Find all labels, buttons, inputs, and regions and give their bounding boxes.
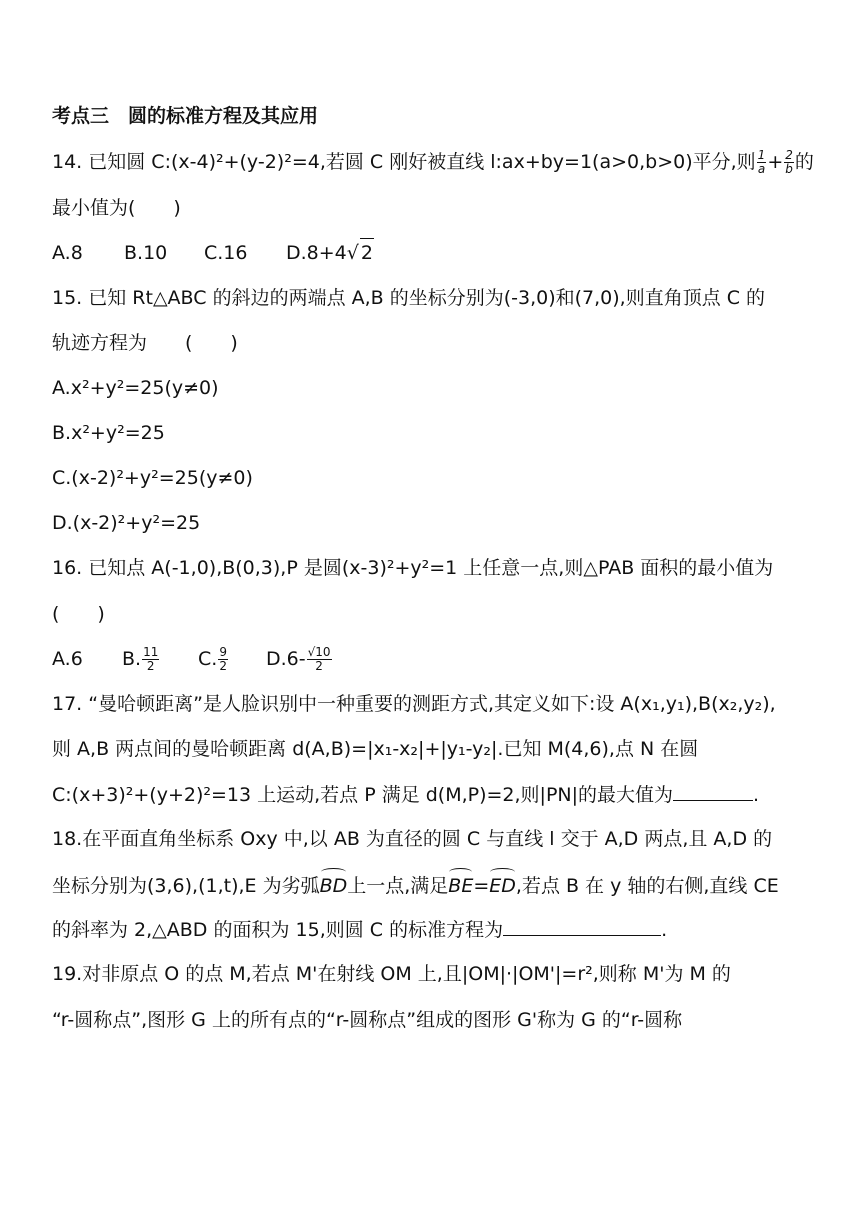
q19-line2: “r-圆称点”,图形 G 上的所有点的“r-圆称点”组成的图形 G'称为 G 的“r-圆称 <box>52 1009 683 1031</box>
q16-d-den: 2 <box>315 659 323 673</box>
q17-answer-blank <box>673 780 753 801</box>
q15-stem-line2: 轨迹方程为 ( ) <box>52 332 238 354</box>
q18-line3-text: 的斜率为 2,△ABD 的面积为 15,则圆 C 的标准方程为 <box>52 919 504 941</box>
q16-option-c-label: C. <box>198 648 218 670</box>
q16-stem-line2: ( ) <box>52 603 105 625</box>
q18-equals: = <box>473 875 490 897</box>
q14-frac2-den: b <box>785 162 793 176</box>
q15-stem-line1 <box>52 284 830 312</box>
q16-c-num: 9 <box>219 645 227 659</box>
q14-plus: + <box>767 151 784 173</box>
q14-stem-b: 的 <box>794 151 814 173</box>
q14-stem-a: 已知圆 C:(x-4)²+(y-2)²=4,若圆 C 刚好被直线 l:ax+by=1(a>0,b>0)平分,则 <box>82 151 756 173</box>
q14-option-c: C.16 <box>204 242 248 264</box>
q17-line3 <box>52 780 830 809</box>
q16-option-b-label: B. <box>122 648 142 670</box>
q14-option-a: A.8 <box>52 242 83 264</box>
q19-line1: 19.对非原点 O 的点 M,若点 M'在射线 OM 上,且|OM|·|OM'|=r²,则称 M'为 M 的 <box>52 963 731 985</box>
q14-fraction-2 <box>784 149 794 176</box>
q16-d-num: √10 <box>307 645 331 659</box>
q18-line2-b: 上一点,满足 <box>347 875 449 897</box>
q14-option-d: D.8+4√ 2 <box>286 238 374 267</box>
q16-option-d-fraction <box>307 646 332 673</box>
q15-number: 15. <box>52 287 83 309</box>
q16-option-d <box>266 645 333 673</box>
q14-options <box>52 238 830 267</box>
q14-frac1-den: a <box>757 162 766 176</box>
q15-option-b: B.x²+y²=25 <box>52 422 165 444</box>
q16-options <box>52 645 830 673</box>
q14-option-d-radicand: 2 <box>360 238 374 267</box>
q16-option-c <box>198 645 266 673</box>
q15-option-a: A.x²+y²=25(y≠0) <box>52 377 219 399</box>
q17-line3-end: . <box>753 784 760 806</box>
q18-answer-blank <box>503 915 661 936</box>
q16-option-b <box>122 645 198 673</box>
q18-line2 <box>52 868 830 900</box>
q15-stem-a: 已知 Rt△ABC 的斜边的两端点 A,B 的坐标分别为(-3,0)和(7,0),则直角顶点 C 的 <box>82 287 766 309</box>
q15-option-c: C.(x-2)²+y²=25(y≠0) <box>52 467 253 489</box>
q18-arc-bd: BD <box>320 868 348 900</box>
q14-number: 14. <box>52 151 83 173</box>
q18-line3 <box>52 915 830 944</box>
q14-fraction-1 <box>757 149 767 176</box>
q16-option-b-fraction <box>142 646 159 673</box>
q16-stem-line1: 16. 已知点 A(-1,0),B(0,3),P 是圆(x-3)²+y²=1 上任意一点,则△PAB 面积的最小值为 <box>52 557 774 579</box>
q14-option-d-text: D.8+4 <box>286 242 347 264</box>
q18-arc-be: BE <box>448 868 473 900</box>
q15-option-d: D.(x-2)²+y²=25 <box>52 512 201 534</box>
q16-option-a: A.6 <box>52 648 83 670</box>
q18-line1: 18.在平面直角坐标系 Oxy 中,以 AB 为直径的圆 C 与直线 l 交于 A,D 两点,且 A,D 的 <box>52 828 773 850</box>
q14-stem-line2: 最小值为( ) <box>52 197 181 219</box>
q16-option-d-label: D.6- <box>266 648 306 670</box>
q16-b-den: 2 <box>146 659 155 673</box>
q17-line2: 则 A,B 两点间的曼哈顿距离 d(A,B)=|x₁-x₂|+|y₁-y₂|.已知 M(4,6),点 N 在圆 <box>52 738 699 760</box>
q16-c-den: 2 <box>219 659 227 673</box>
q18-line2-c: ,若点 B 在 y 轴的右侧,直线 CE <box>515 875 779 897</box>
q18-line2-a: 坐标分别为(3,6),(1,t),E 为劣弧 <box>52 875 320 897</box>
section-title: 考点三 圆的标准方程及其应用 <box>52 105 319 127</box>
q16-b-num: 11 <box>143 645 159 659</box>
q17-line1: 17. “曼哈顿距离”是人脸识别中一种重要的测距方式,其定义如下:设 A(x₁,y₁),B(x₂,y₂), <box>52 693 776 715</box>
q14-option-b: B.10 <box>124 242 168 264</box>
q14-stem-line1 <box>52 148 830 176</box>
q17-line3-text: C:(x+3)²+(y+2)²=13 上运动,若点 P 满足 d(M,P)=2,则|PN|的最大值为 <box>52 784 674 806</box>
q14-frac2-num: 2 <box>785 148 793 162</box>
q16-option-c-fraction <box>218 646 228 673</box>
q14-frac1-num: 1 <box>757 148 766 162</box>
q18-line3-end: . <box>661 919 668 941</box>
q18-arc-ed: ED <box>489 868 516 900</box>
